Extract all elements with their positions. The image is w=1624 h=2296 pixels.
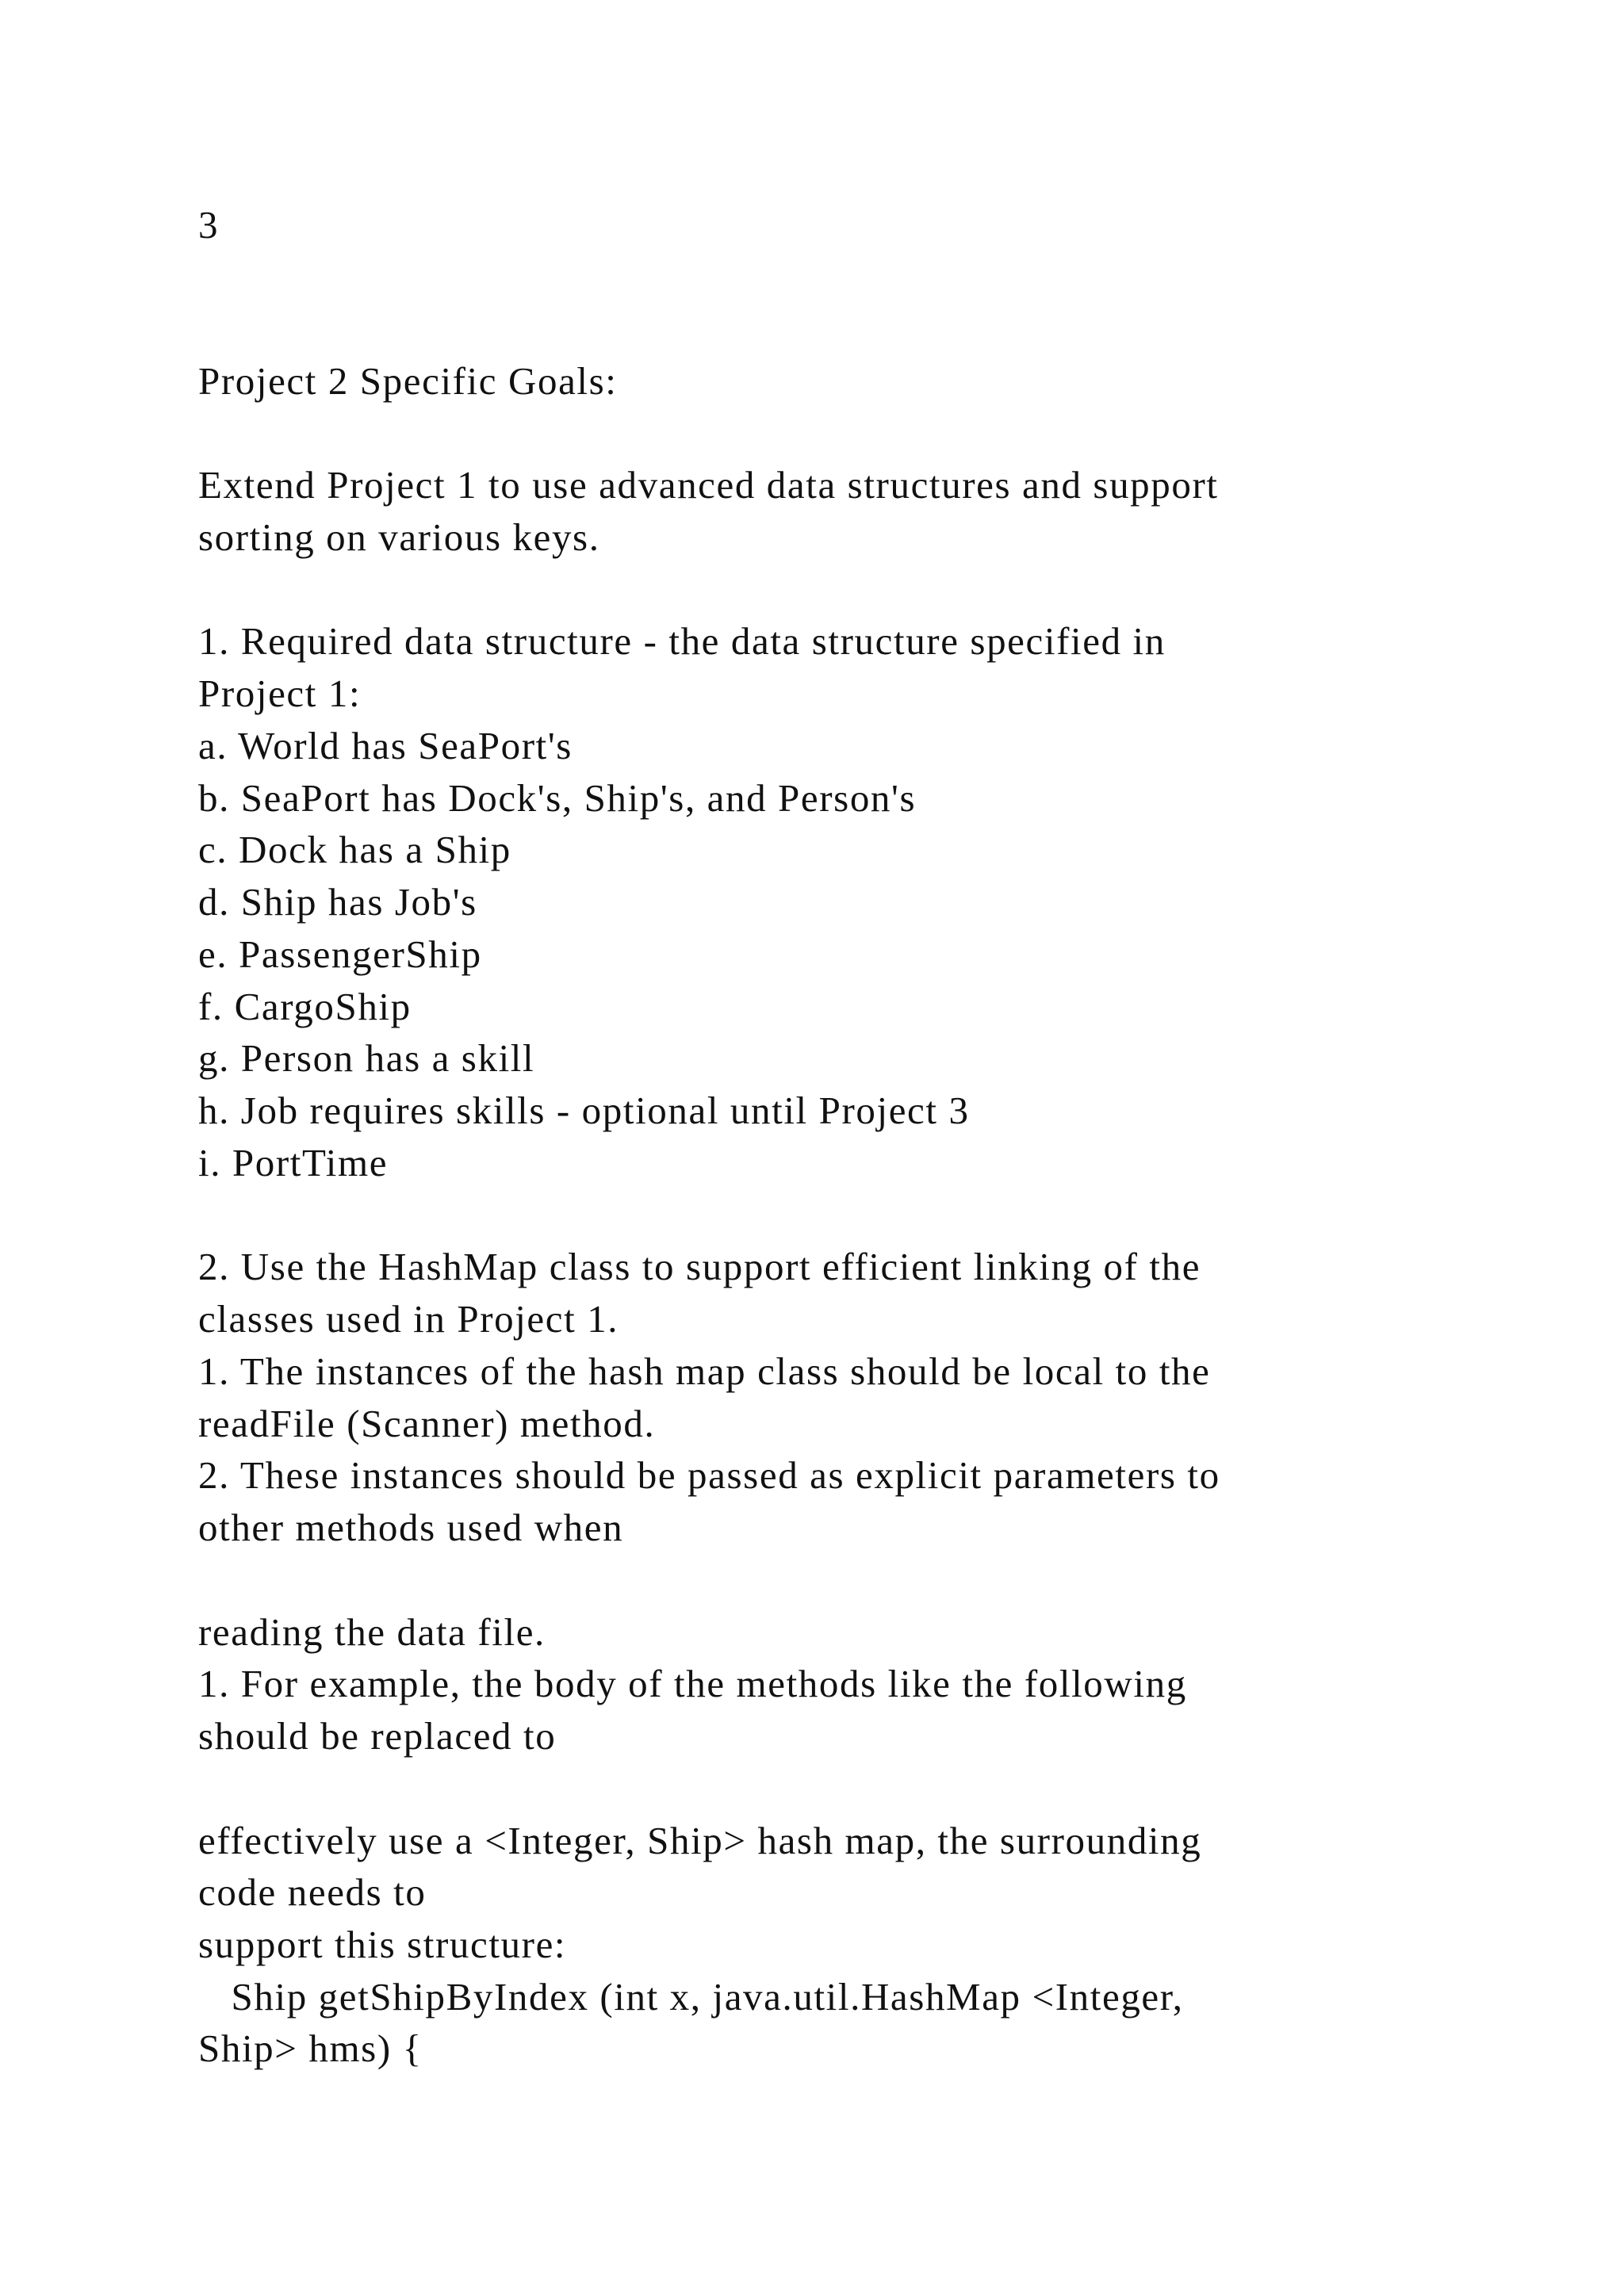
list-item: a. World has SeaPort's: [198, 724, 573, 767]
page-number: 3: [198, 203, 220, 247]
text-line: Extend Project 1 to use advanced data structures and support: [198, 463, 1219, 507]
text-line: readFile (Scanner) method.: [198, 1402, 656, 1445]
list-item: h. Job requires skills - optional until Project 3: [198, 1089, 970, 1132]
text-line: classes used in Project 1.: [198, 1297, 619, 1341]
list-item: b. SeaPort has Dock's, Ship's, and Person's: [198, 776, 917, 820]
text-line: 1. Required data structure - the data structure specified in: [198, 619, 1166, 663]
section-heading: Project 2 Specific Goals:: [198, 359, 618, 403]
text-line: 2. Use the HashMap class to support efficient linking of the: [198, 1245, 1201, 1288]
text-line: 2. These instances should be passed as explicit parameters to: [198, 1453, 1220, 1497]
text-line: sorting on various keys.: [198, 515, 600, 559]
text-line: Project 1:: [198, 672, 362, 715]
code-line: Ship> hms) {: [198, 2026, 423, 2070]
list-item: i. PortTime: [198, 1141, 389, 1184]
text-line: 1. For example, the body of the methods like the following: [198, 1662, 1187, 1705]
text-line: reading the data file.: [198, 1610, 546, 1654]
list-item: f. CargoShip: [198, 985, 412, 1028]
list-item: c. Dock has a Ship: [198, 828, 511, 871]
text-line: effectively use a <Integer, Ship> hash map, the surrounding: [198, 1819, 1202, 1862]
code-line: Ship getShipByIndex (int x, java.util.HashMap <Integer,: [198, 1975, 1184, 2019]
text-line: support this structure:: [198, 1923, 567, 1966]
list-item: d. Ship has Job's: [198, 880, 477, 924]
list-item: g. Person has a skill: [198, 1036, 535, 1080]
text-line: code needs to: [198, 1870, 427, 1914]
list-item: e. PassengerShip: [198, 932, 482, 976]
text-line: should be replaced to: [198, 1714, 557, 1758]
text-line: other methods used when: [198, 1506, 624, 1549]
text-line: 1. The instances of the hash map class should be local to the: [198, 1349, 1211, 1393]
